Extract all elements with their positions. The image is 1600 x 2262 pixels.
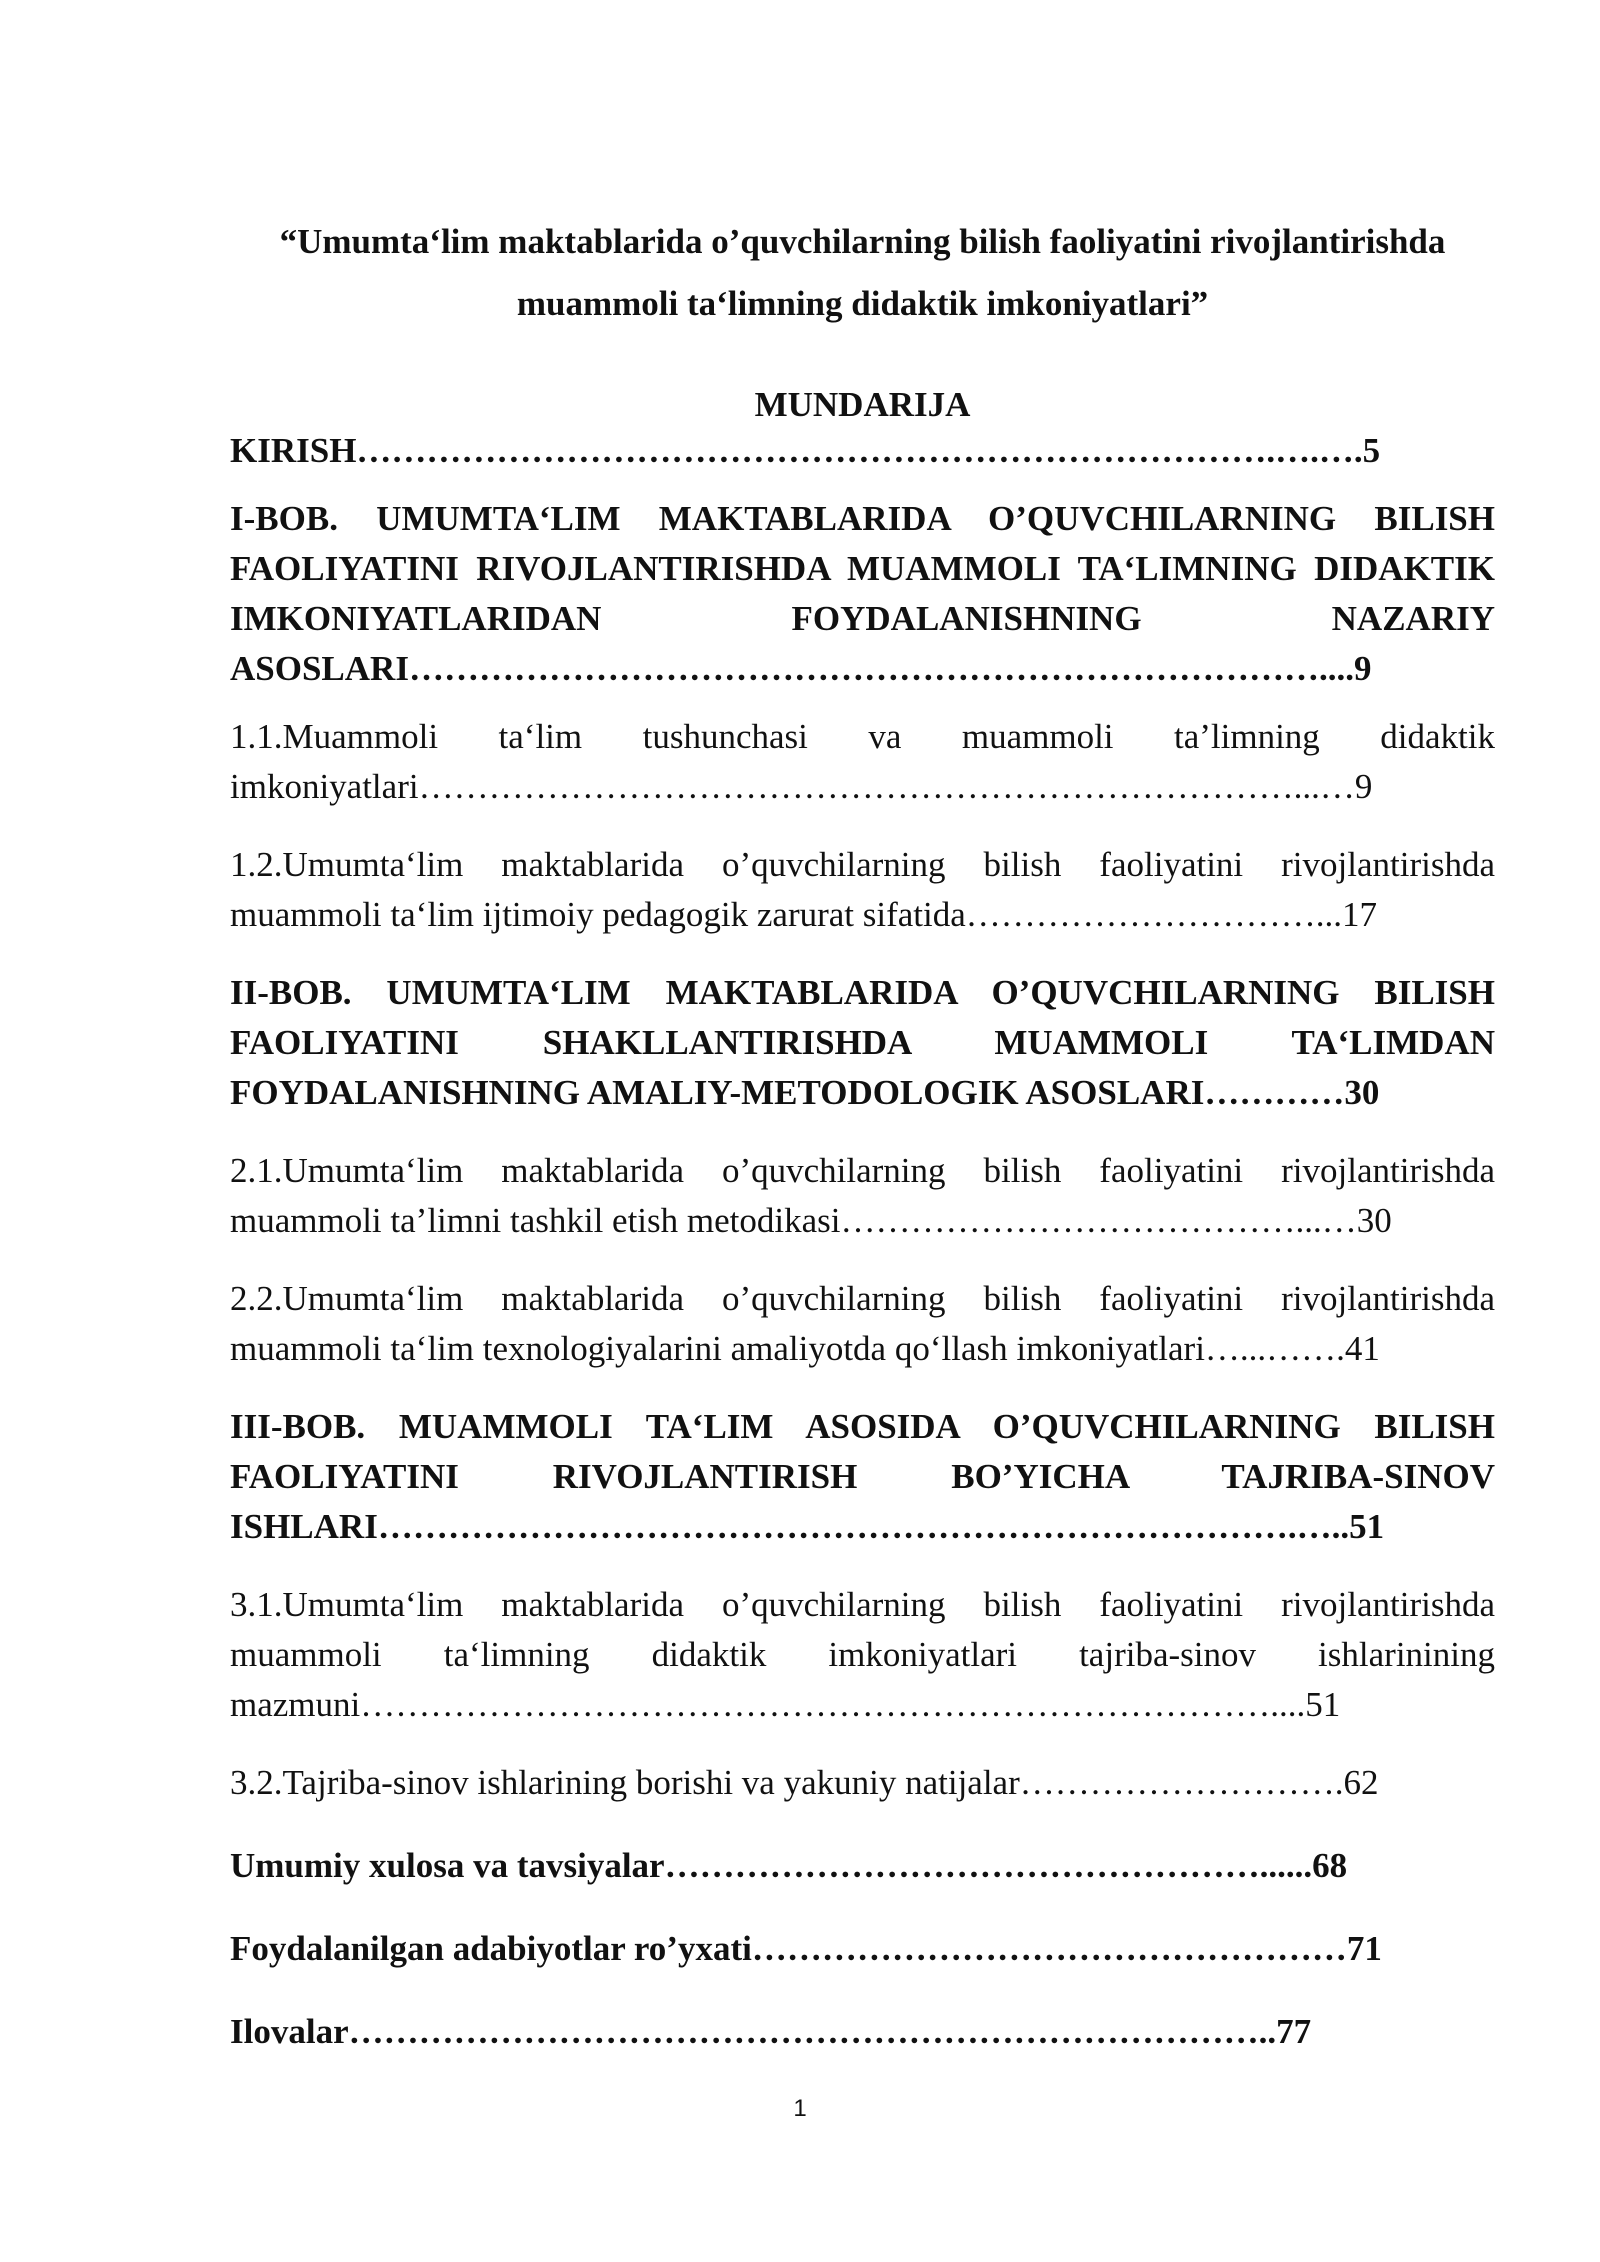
toc-entry-appendices: Ilovalar……………………………………………………………………..77 bbox=[230, 2012, 1312, 2051]
toc-entry-section-3-1: 3.1.Umumta‘lim maktablarida o’quvchilarning bilish faoliyatini rivojlantirishda muammoli ta‘limning didaktik imkoniyatlari tajriba-sinov ishlarinining mazmuni……………………………………………………………………....51 bbox=[230, 1585, 1495, 1724]
title-line-2: muammoli ta‘limning didaktik imkoniyatlari” bbox=[516, 284, 1209, 323]
toc-entry-bibliography: Foydalanilgan adabiyotlar ro’yxati……………………………………………71 bbox=[230, 1929, 1382, 1968]
toc-entry-section-3-2: 3.2.Tajriba-sinov ishlarining borishi va yakuniy natijalar……………………….62 bbox=[230, 1763, 1379, 1802]
toc-entry-chapter-2: II-BOB. UMUMTA‘LIM MAKTABLARIDA O’QUVCHILARNING BILISH FAOLIYATINI SHAKLLANTIRISHDA MUAMMOLI TA‘LIMDAN FOYDALANISHNING AMALIY-METODOLOGIK ASOSLARI…………30 bbox=[230, 973, 1495, 1112]
title-line-1: “Umumta‘lim maktablarida o’quvchilarning bilish faoliyatini rivojlantirishda bbox=[279, 222, 1446, 261]
toc-entry-section-2-2: 2.2.Umumta‘lim maktablarida o’quvchilarning bilish faoliyatini rivojlantirishda muammoli ta‘lim texnologiyalarini amaliyotda qo‘llash imkoniyatlari…...…….41 bbox=[230, 1279, 1495, 1368]
contents-heading: MUNDARIJA bbox=[754, 385, 971, 424]
toc-entry-chapter-1: I-BOB. UMUMTA‘LIM MAKTABLARIDA O’QUVCHILARNING BILISH FAOLIYATINI RIVOJLANTIRISHDA MUAMMOLI TA‘LIMNING DIDAKTIK IMKONIYATLARIDAN FOYDALANISHNING NAZARIY ASOSLARI……………………………………………………………………....9 bbox=[230, 499, 1495, 688]
toc-entry-section-1-1: 1.1.Muammoli ta‘lim tushunchasi va muammoli ta’limning didaktik imkoniyatlari…………………………………………………………………...…9 bbox=[230, 717, 1495, 806]
document-title bbox=[230, 211, 1495, 335]
table-of-contents bbox=[230, 426, 1495, 2057]
toc-entry-introduction: KIRISH…………………………………………………………………….….….5 bbox=[230, 431, 1381, 470]
toc-entry-section-1-2: 1.2.Umumta‘lim maktablarida o’quvchilarning bilish faoliyatini rivojlantirishda muammoli ta‘lim ijtimoiy pedagogik zarurat sifatida…………………………...17 bbox=[230, 845, 1495, 934]
page-number: 1 bbox=[793, 2095, 807, 2122]
toc-entry-chapter-3: III-BOB. MUAMMOLI TA‘LIM ASOSIDA O’QUVCHILARNING BILISH FAOLIYATINI RIVOJLANTIRISH BO’YICHA TAJRIBA-SINOV ISHLARI…………………………………………………………………….…..51 bbox=[230, 1407, 1495, 1546]
toc-entry-conclusion: Umumiy xulosa va tavsiyalar……………………………………………......68 bbox=[230, 1846, 1348, 1885]
toc-entry-section-2-1: 2.1.Umumta‘lim maktablarida o’quvchilarning bilish faoliyatini rivojlantirishda muammoli ta’limni tashkil etish metodikasi…………………………………...…30 bbox=[230, 1151, 1495, 1240]
